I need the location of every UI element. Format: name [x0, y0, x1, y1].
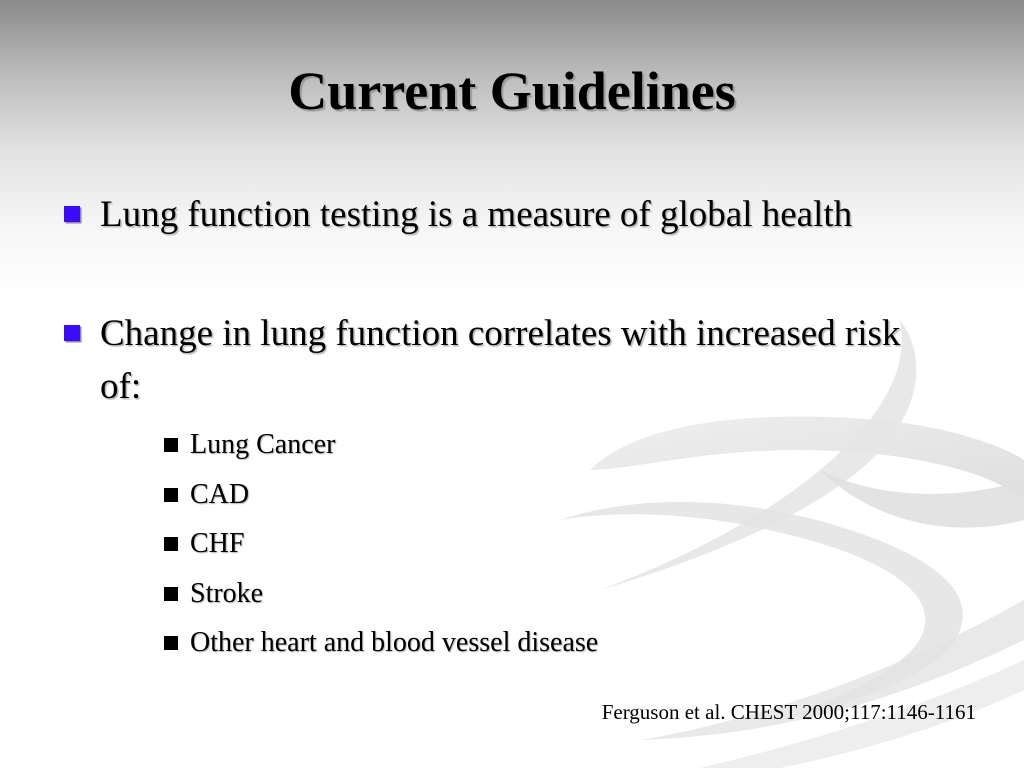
sub-bullet-text: Other heart and blood vessel disease: [190, 627, 599, 658]
slide-title: Current Guidelines: [288, 61, 736, 121]
square-bullet-icon: [164, 537, 178, 551]
sub-bullet-text: CAD: [190, 478, 250, 510]
sub-bullet-item: [164, 420, 598, 470]
sub-bullet-item: [164, 470, 598, 520]
sub-bullet-text: Lung Cancer: [190, 429, 336, 460]
square-bullet-icon: [164, 438, 178, 452]
sub-bullet-item: [164, 519, 598, 569]
sub-bullet-item: [164, 569, 598, 619]
square-bullet-icon: [164, 636, 178, 650]
sub-bullet-text: CHF: [190, 528, 245, 559]
square-bullet-icon: [64, 206, 80, 222]
sub-bullet-list: [164, 420, 598, 668]
square-bullet-icon: [164, 587, 178, 601]
bullet-text: Lung function testing is a measure of global health: [100, 194, 853, 235]
square-bullet-icon: [64, 325, 80, 341]
sub-bullet-text: Stroke: [190, 577, 264, 609]
square-bullet-icon: [164, 488, 178, 502]
sub-bullet-item: [164, 618, 598, 668]
bullet-item: [64, 188, 914, 241]
bullet-text: Change in lung function correlates with increased risk of:: [100, 313, 901, 407]
bullet-item: [64, 307, 914, 413]
citation: Ferguson et al. CHEST 2000;117:1146-1161: [601, 700, 976, 724]
